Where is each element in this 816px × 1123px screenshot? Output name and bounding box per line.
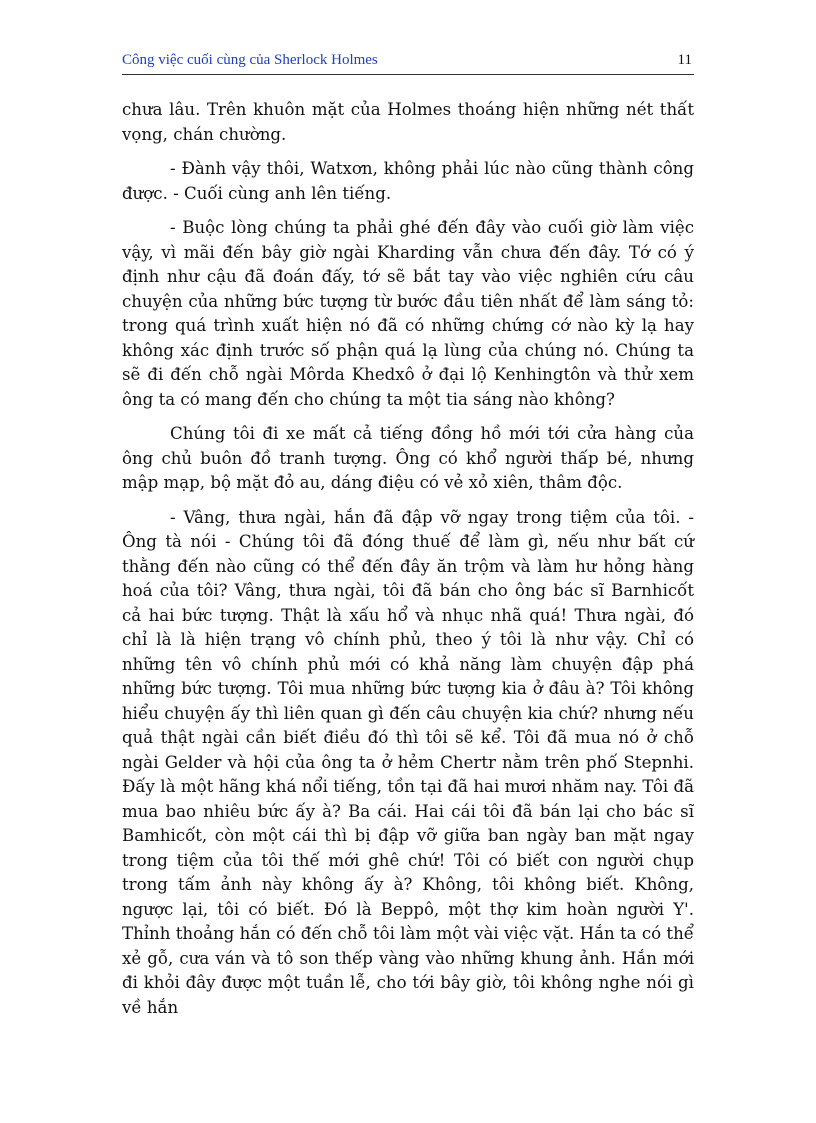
page-body <box>122 98 694 1030</box>
paragraph: - Buộc lòng chúng ta phải ghé đến đây vào cuối giờ làm việc vậy, vì mãi đến bây giờ ngài Kharding vẫn chưa đến đây. Tớ có ý định như cậu đã đoán đấy, tớ sẽ bắt tay vào việc nghiên cứu câu chuyện của những bức tượng từ bước đầu tiên nhất để làm sáng tỏ: trong quá trình xuất hiện nó đã có những chứng cớ nào kỳ lạ hay không xác định trước số phận quá lạ lùng của chúng nó. Chúng ta sẽ đi đến chỗ ngài Môrda Khedxô ở đại lộ Kenhingtôn và thử xem ông ta có mang đến cho chúng ta một tia sáng nào không? <box>122 218 694 409</box>
paragraph: - Đành vậy thôi, Watxơn, không phải lúc nào cũng thành công được. - Cuối cùng anh lên tiếng. <box>122 159 694 203</box>
running-header <box>122 52 694 75</box>
book-title: Công việc cuối cùng của Sherlock Holmes <box>122 52 378 68</box>
paragraph: Chúng tôi đi xe mất cả tiếng đồng hồ mới tới cửa hàng của ông chủ buôn đồ tranh tượng. Ông có khổ người thấp bé, nhưng mập mạp, bộ mặt đỏ au, dáng điệu có vẻ xỏ xiên, thâm độc. <box>122 424 694 492</box>
paragraph: - Vâng, thưa ngài, hắn đã đập vỡ ngay trong tiệm của tôi. - Ông tà nói - Chúng tôi đã đóng thuế để làm gì, nếu như bất cứ thằng đến nào cũng có thể đến đây ăn trộm và làm hư hỏng hàng hoá của tôi? Vâng, thưa ngài, tôi đã bán cho ông bác sĩ Barnhicốt cả hai bức tượng. Thật là xấu hổ và nhục nhã quá! Thưa ngài, đó chỉ là là hiện trạng vô chính phủ, theo ý tôi là như vậy. Chỉ có những tên vô chính phủ mới có khả năng làm chuyện đập phá những bức tượng. Tôi mua những bức tượng kia ở đâu à? Tôi không hiểu chuyện ấy thì liên quan gì đến câu chuyện kia chứ? nhưng nếu quả thật ngài cần biết điều đó thì tôi sẽ kể. Tôi đã mua nó ở chỗ ngài Gelder và hội của ông ta ở hẻm Chertr nằm trên phố Stepnhi. Đấy là một hãng khá nổi tiếng, tồn tại đã hai mươi nhăm nay. Tôi đã mua bao nhiêu bức ấy à? Ba cái. Hai cái tôi đã bán lại cho bác sĩ Bamhicốt, còn một cái thì bị đập vỡ giữa ban ngày ban mặt ngay trong tiệm của tôi thế mới ghê chứ! Tôi có biết con người chụp trong tấm ảnh này không ấy à? Không, tôi không biết. Không, ngược lại, tôi có biết. Đó là Beppô, một thợ kim hoàn người Y'. Thỉnh thoảng hắn có đến chỗ tôi làm một vài việc vặt. Hắn ta có thể xẻ gỗ, cưa ván và tô son thếp vàng vào những khung ảnh. Hắn mới đi khỏi đây được một tuần lễ, cho tới bây giờ, tôi không nghe nói gì về hắn <box>122 507 694 1017</box>
page-number: 11 <box>677 52 692 68</box>
paragraph: chưa lâu. Trên khuôn mặt của Holmes thoáng hiện những nét thất vọng, chán chường. <box>122 100 694 144</box>
